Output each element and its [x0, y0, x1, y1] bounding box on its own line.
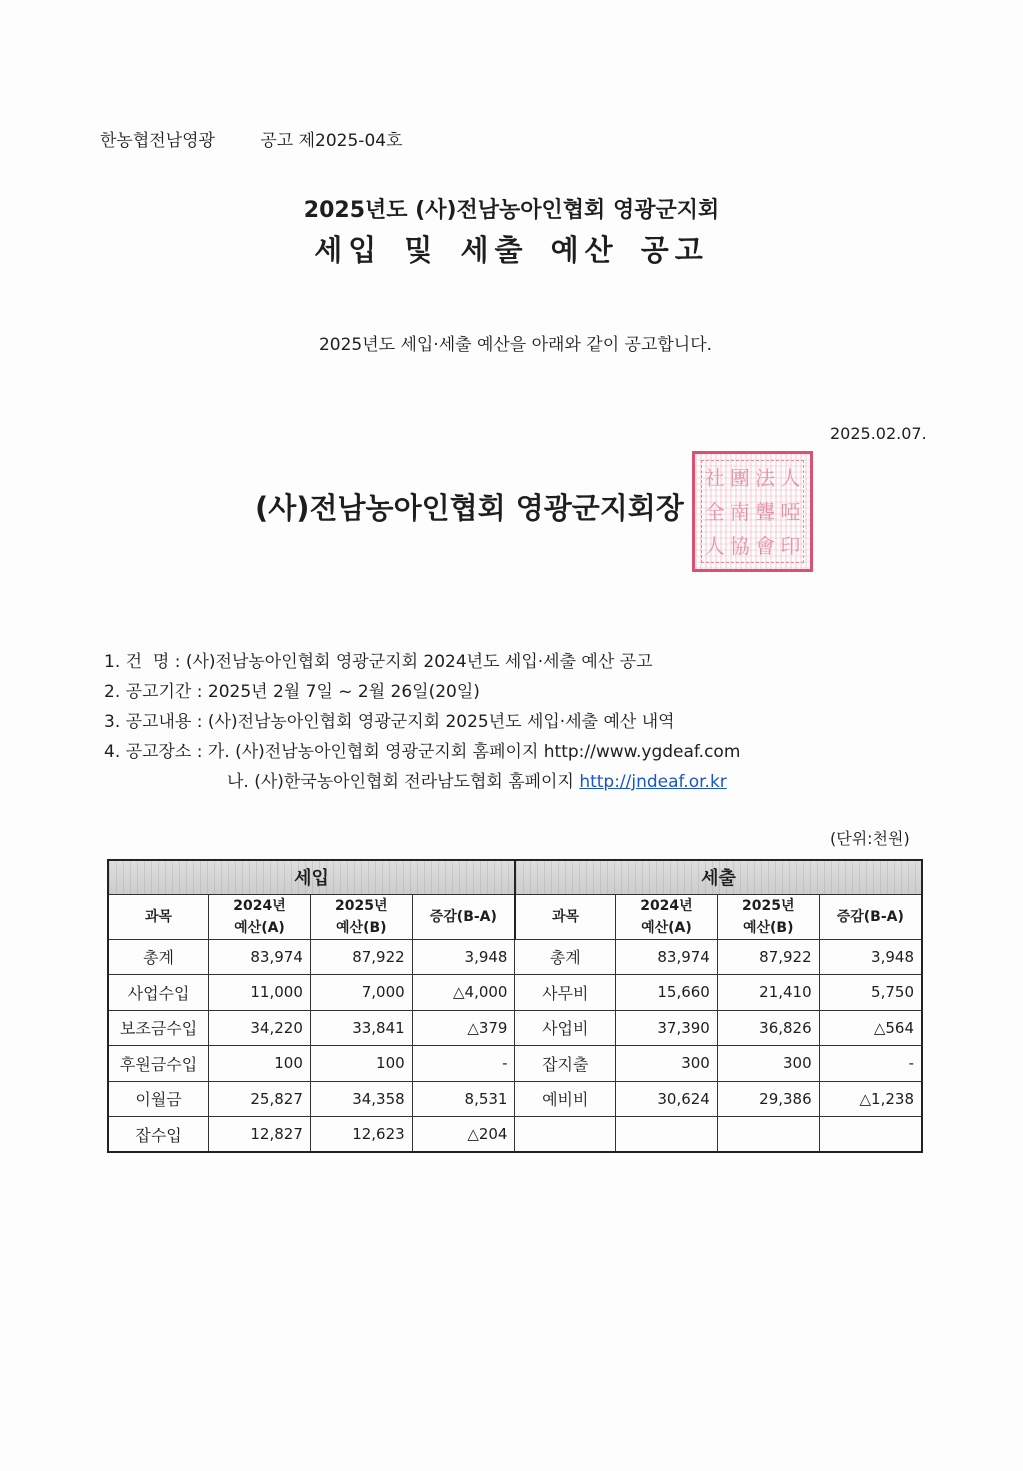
item-value: (사)전남농아인협회 영광군지회 2025년도 세입·세출 예산 내역	[207, 712, 675, 732]
revenue-cur: 33,841	[310, 1010, 412, 1046]
expense-prev: 15,660	[616, 975, 718, 1011]
revenue-section-title: 세입	[108, 860, 515, 894]
col-cur-budget: 2025년 예산(B)	[717, 894, 819, 939]
col-change: 증감(B-A)	[819, 894, 922, 939]
notice-item-title	[104, 647, 740, 677]
expense-subject: 잡지출	[515, 1046, 616, 1082]
expense-diff: △1,238	[819, 1081, 922, 1117]
revenue-prev: 25,827	[209, 1081, 311, 1117]
seal-glyph: 聾	[755, 500, 776, 524]
notice-item-content	[104, 707, 740, 737]
expense-cur	[717, 1117, 819, 1153]
organization-name: 한농협전남영광	[100, 131, 215, 151]
notice-item-place-extra	[104, 767, 740, 797]
expense-cur: 300	[717, 1046, 819, 1082]
revenue-subject: 총계	[108, 939, 209, 975]
expense-cur: 21,410	[717, 975, 819, 1011]
item-value: 가. (사)전남농아인협회 영광군지회 홈페이지 http://www.ygdeaf.com	[207, 742, 741, 762]
revenue-prev: 34,220	[209, 1010, 311, 1046]
table-row	[108, 1117, 922, 1153]
item-number: 1.	[104, 652, 121, 672]
expense-diff: 3,948	[819, 939, 922, 975]
expense-cur: 36,826	[717, 1010, 819, 1046]
expense-section-title: 세출	[515, 860, 922, 894]
notice-item-period	[104, 677, 740, 707]
revenue-diff: △379	[412, 1010, 515, 1046]
expense-diff: △564	[819, 1010, 922, 1046]
seal-glyph: 印	[780, 534, 801, 558]
seal-glyph: 全	[704, 500, 725, 524]
document-title-line2: 세입 및 세출 예산 공고	[314, 233, 709, 267]
table-row	[108, 1046, 922, 1082]
revenue-subject: 잡수입	[108, 1117, 209, 1153]
table-row	[108, 939, 922, 975]
col-change: 증감(B-A)	[412, 894, 515, 939]
item-label: 공고기간	[125, 682, 192, 702]
notice-items	[104, 647, 740, 797]
item-number: 2.	[104, 682, 121, 702]
revenue-cur: 12,623	[310, 1117, 412, 1153]
budget-table	[107, 859, 923, 1153]
notice-item-place	[104, 737, 740, 767]
column-header-row	[108, 894, 922, 939]
item-colon: :	[196, 682, 208, 702]
seal-glyph: 法	[755, 466, 776, 490]
revenue-diff: 8,531	[412, 1081, 515, 1117]
col-subject: 과목	[108, 894, 209, 939]
col-prev-budget: 2024년 예산(A)	[209, 894, 311, 939]
document-title-line1: 2025년도 (사)전남농아인협회 영광군지회	[303, 198, 720, 223]
notice-number: 공고 제2025-04호	[260, 131, 403, 151]
item-colon: :	[196, 742, 208, 762]
seal-glyph: 協	[729, 534, 750, 558]
item-colon: :	[196, 712, 208, 732]
expense-prev: 300	[616, 1046, 718, 1082]
official-seal-icon	[692, 451, 813, 572]
jndeaf-homepage-link[interactable]: http://jndeaf.or.kr	[579, 772, 727, 792]
item-number: 4.	[104, 742, 121, 762]
revenue-cur: 87,922	[310, 939, 412, 975]
notice-header	[100, 126, 403, 151]
col-prev-budget: 2024년 예산(A)	[616, 894, 718, 939]
expense-cur: 87,922	[717, 939, 819, 975]
expense-subject	[515, 1117, 616, 1153]
intro-text: 2025년도 세입·세출 예산을 아래와 같이 공고합니다.	[318, 335, 713, 355]
expense-prev: 30,624	[616, 1081, 718, 1117]
seal-glyph: 團	[729, 466, 750, 490]
seal-glyph: 人	[704, 534, 725, 558]
revenue-diff: △4,000	[412, 975, 515, 1011]
table-row	[108, 1081, 922, 1117]
revenue-subject: 보조금수입	[108, 1010, 209, 1046]
expense-prev	[616, 1117, 718, 1153]
expense-subject: 사무비	[515, 975, 616, 1011]
unit-label: (단위:천원)	[830, 829, 910, 848]
expense-subject: 예비비	[515, 1081, 616, 1117]
item-value: (사)전남농아인협회 영광군지회 2024년도 세입·세출 예산 공고	[185, 652, 653, 672]
expense-subject: 사업비	[515, 1010, 616, 1046]
item-number: 3.	[104, 712, 121, 732]
col-cur-budget: 2025년 예산(B)	[310, 894, 412, 939]
revenue-diff: 3,948	[412, 939, 515, 975]
expense-diff	[819, 1117, 922, 1153]
expense-prev: 83,974	[616, 939, 718, 975]
revenue-subject: 이월금	[108, 1081, 209, 1117]
item-label: 건 명	[125, 652, 170, 672]
signer-name: (사)전남농아인협회 영광군지회장	[255, 491, 684, 525]
item-value: 2025년 2월 7일 ~ 2월 26일(20일)	[207, 682, 480, 702]
seal-glyph: 南	[729, 500, 750, 524]
revenue-subject: 사업수입	[108, 975, 209, 1011]
notice-date: 2025.02.07.	[830, 424, 927, 443]
table-row	[108, 975, 922, 1011]
section-header-row	[108, 860, 922, 894]
seal-glyph: 啞	[780, 500, 801, 524]
revenue-prev: 12,827	[209, 1117, 311, 1153]
seal-glyph: 人	[780, 466, 801, 490]
seal-glyphs	[701, 460, 804, 563]
col-subject: 과목	[515, 894, 616, 939]
item-value: 나. (사)한국농아인협회 전라남도협회 홈페이지	[227, 772, 580, 792]
expense-subject: 총계	[515, 939, 616, 975]
expense-cur: 29,386	[717, 1081, 819, 1117]
seal-glyph: 社	[704, 466, 725, 490]
expense-diff: 5,750	[819, 975, 922, 1011]
expense-prev: 37,390	[616, 1010, 718, 1046]
revenue-cur: 34,358	[310, 1081, 412, 1117]
revenue-prev: 83,974	[209, 939, 311, 975]
revenue-diff: △204	[412, 1117, 515, 1153]
table-row	[108, 1010, 922, 1046]
revenue-subject: 후원금수입	[108, 1046, 209, 1082]
revenue-prev: 11,000	[209, 975, 311, 1011]
item-colon: :	[174, 652, 186, 672]
revenue-prev: 100	[209, 1046, 311, 1082]
revenue-cur: 7,000	[310, 975, 412, 1011]
item-label: 공고내용	[125, 712, 192, 732]
expense-diff: -	[819, 1046, 922, 1082]
seal-glyph: 會	[755, 534, 776, 558]
revenue-cur: 100	[310, 1046, 412, 1082]
revenue-diff: -	[412, 1046, 515, 1082]
item-label: 공고장소	[125, 742, 192, 762]
